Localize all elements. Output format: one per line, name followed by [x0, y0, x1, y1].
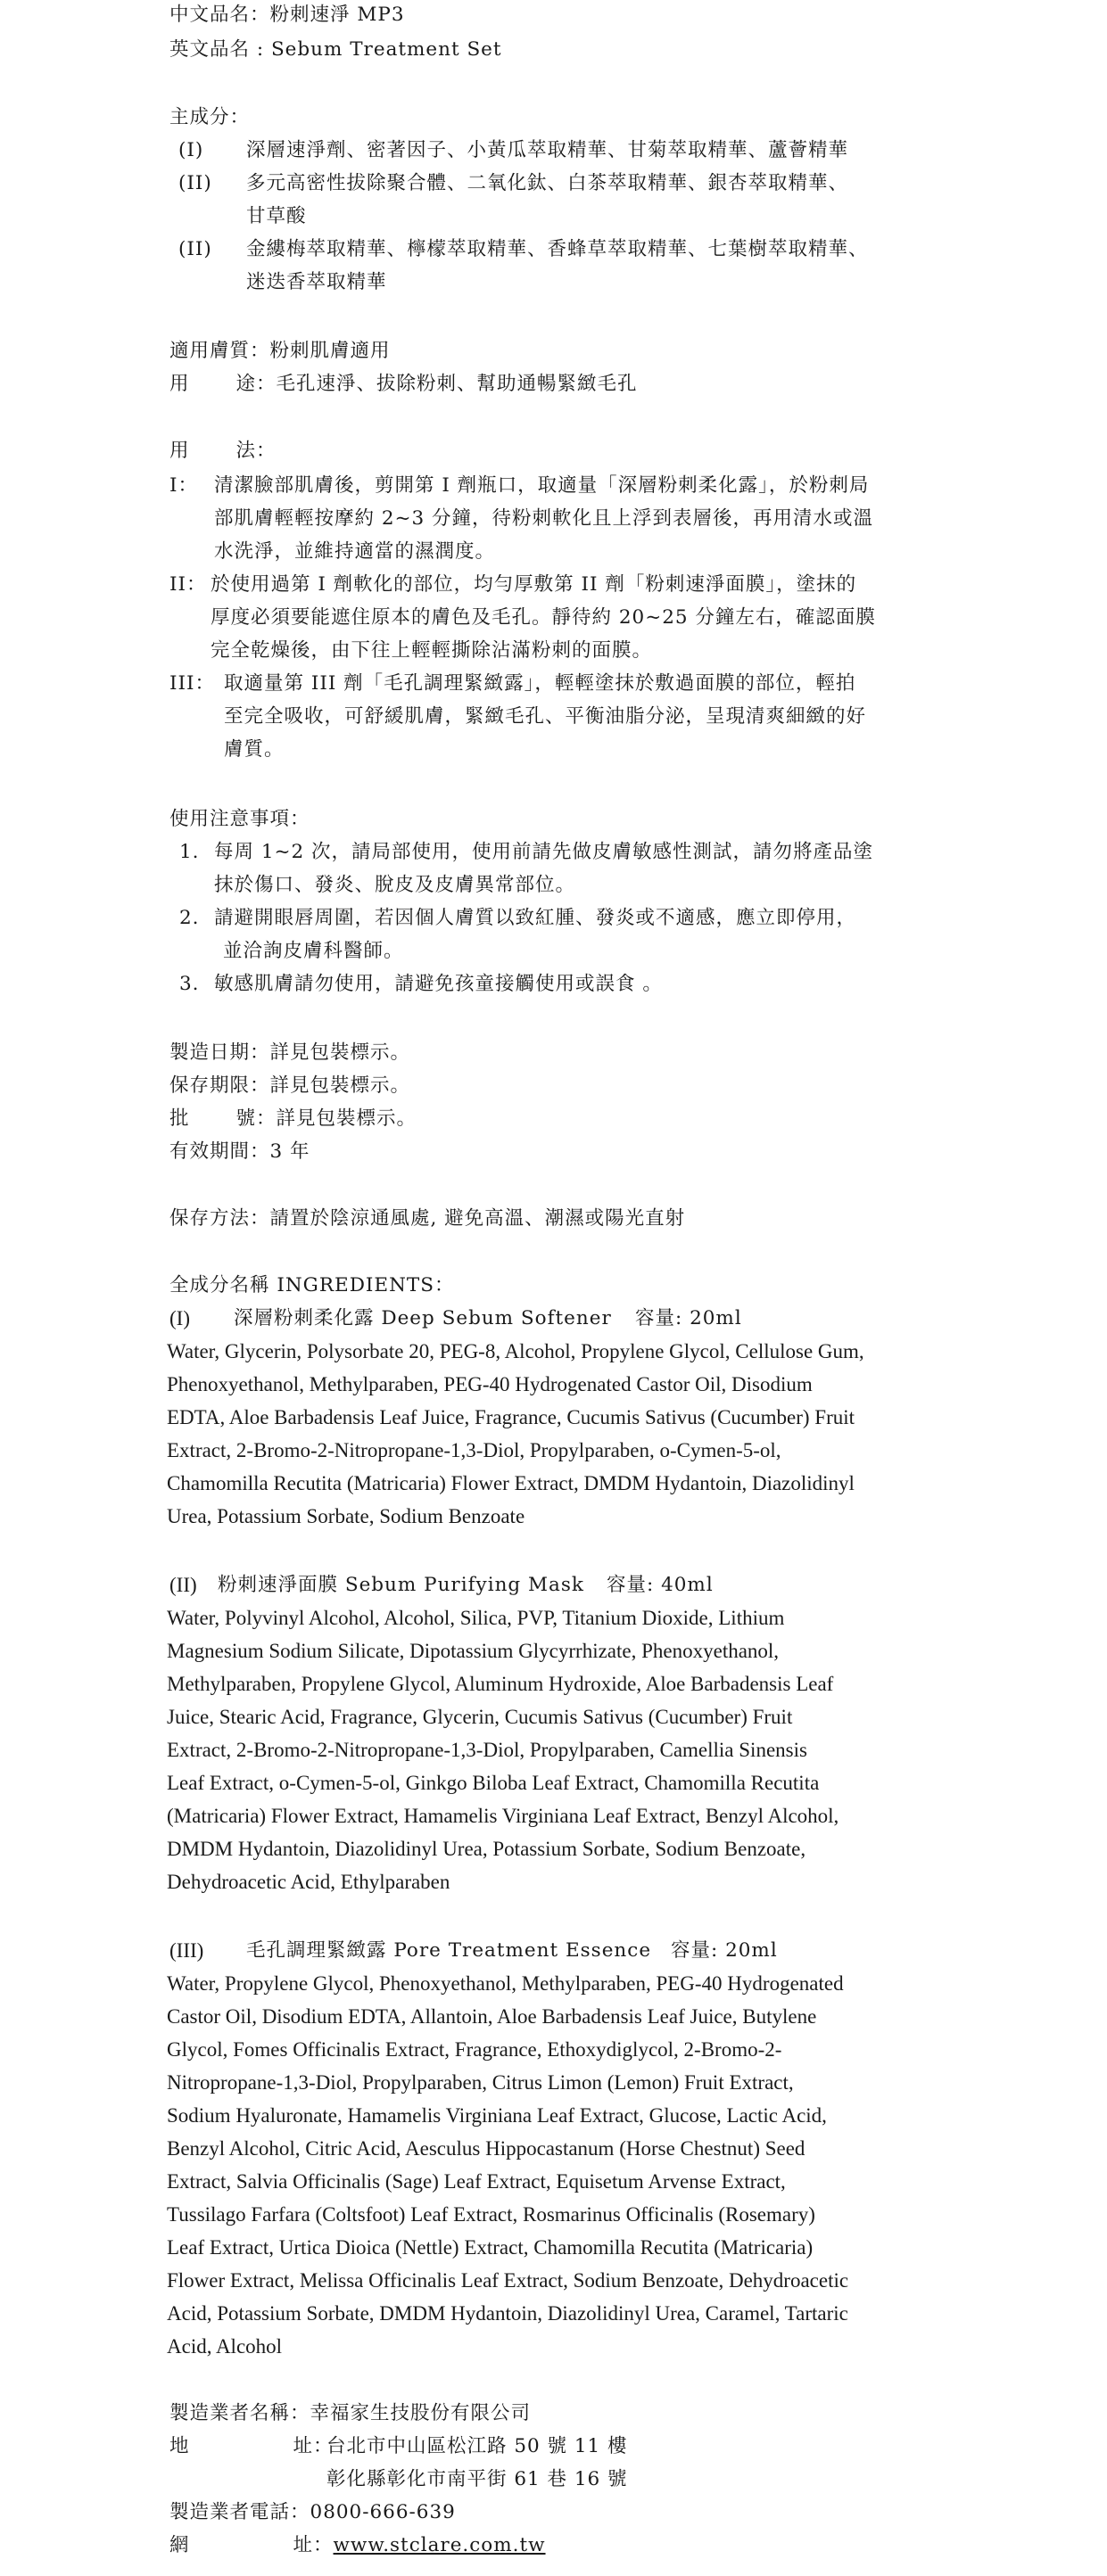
en-name-value: Sebum Treatment Set [270, 38, 502, 61]
usage-step-line: 厚度必須要能遮住原本的膚色及毛孔。靜待約 20~25 分鐘左右，確認面膜 [211, 606, 876, 629]
ingredient-line: Acid, Potassium Sorbate, DMDM Hydantoin, Diazolidinyl Urea, Caramel, Tartaric [167, 2302, 848, 2325]
storage [169, 1206, 685, 1232]
usage-step-line: 至完全吸收，可舒緩肌膚，緊緻毛孔、平衡油脂分泌，呈現清爽細緻的好 [224, 705, 867, 728]
usage-step-line: 清潔臉部肌膚後，剪開第 I 劑瓶口，取適量「深層粉刺柔化露」，於粉刺局 [214, 474, 870, 497]
purpose-label: 途： [235, 373, 277, 395]
phone-value: 0800-666-639 [310, 2501, 456, 2523]
ingredient-line: Glycol, Fomes Officinalis Extract, Fragrance, Ethoxydiglycol, 2-Bromo-2- [167, 2038, 782, 2061]
precaution-num: 2. [179, 907, 200, 929]
usage-label: 用 [169, 440, 190, 462]
usage-step-line: 水洗淨，並維持適當的濕潤度。 [214, 540, 496, 563]
ingredient-line: Methylparaben, Propylene Glycol, Aluminum Hydroxide, Aloe Barbadensis Leaf [167, 1673, 834, 1695]
address-line: 彰化縣彰化市南平街 61 巷 16 號 [326, 2468, 628, 2490]
manufacture-date [169, 1040, 410, 1066]
website-link[interactable]: www.stclare.com.tw [333, 2534, 546, 2556]
date-value: 詳見包裝標示。 [269, 1041, 411, 1064]
ingredient-line: Extract, 2-Bromo-2-Nitropropane-1,3-Diol, Propylparaben, Camellia Sinensis [167, 1739, 807, 1761]
website-row [169, 2532, 546, 2559]
ingredient-line: Sodium Hyaluronate, Hamamelis Virginiana Leaf Extract, Glucose, Lactic Acid, [167, 2104, 827, 2127]
usage-step-num: I： [169, 474, 198, 497]
date-label: 批 [169, 1107, 190, 1130]
ingredient-line: Tussilago Farfara (Coltsfoot) Leaf Extract, Rosmarinus Officinalis (Rosemary) [167, 2203, 815, 2226]
date-label: 保存期限： [169, 1074, 270, 1097]
en-name-label: 英文品名 : [169, 38, 265, 61]
website-label-part: 網 [169, 2534, 190, 2556]
ingredient-line: Water, Glycerin, Polysorbate 20, PEG-8, Alcohol, Propylene Glycol, Cellulose Gum, [167, 1340, 864, 1362]
ingredient-line: Dehydroacetic Acid, Ethylparaben [167, 1871, 450, 1893]
ingredient-line: (Matricaria) Flower Extract, Hamamelis Virginiana Leaf Extract, Benzyl Alcohol, [167, 1805, 839, 1827]
ingredient-line: Juice, Stearic Acid, Fragrance, Glycerin, Cucumis Sativus (Cucumber) Fruit [167, 1706, 793, 1728]
ingredient-line: Extract, 2-Bromo-2-Nitropropane-1,3-Diol, Propylparaben, o-Cymen-5-ol, [167, 1439, 781, 1461]
batch-number [169, 1106, 417, 1132]
usage-step-num: III： [169, 672, 215, 695]
address-line: 台北市中山區松江路 50 號 11 樓 [326, 2435, 628, 2457]
ingredient-group-name: 深層粉刺柔化露 Deep Sebum Softener [234, 1307, 612, 1329]
usage-step-line: 完全乾燥後，由下往上輕輕撕除沾滿粉刺的面膜。 [211, 639, 653, 662]
storage-label: 保存方法： [169, 1207, 270, 1230]
address-label [169, 2433, 334, 2460]
usage-step-num: II： [169, 573, 207, 596]
validity-period [169, 1139, 310, 1165]
cn-name-label: 中文品名： [169, 4, 270, 26]
usage-step-line: 部肌膚輕輕按摩約 2~3 分鐘，待粉刺軟化且上浮到表層後，再用清水或溫 [214, 507, 874, 530]
main-ingredient-line: 迷迭香萃取精華 [246, 271, 387, 293]
precaution-line: 每周 1~2 次，請局部使用，使用前請先做皮膚敏感性測試，請勿將產品塗 [214, 841, 874, 863]
usage-label: 法： [235, 440, 277, 462]
ingredient-group-volume: 容量: 40ml [607, 1574, 714, 1596]
date-value: 詳見包裝標示。 [276, 1107, 417, 1130]
date-label: 製造日期： [169, 1041, 270, 1064]
ingredient-group-num: (II) [169, 1574, 197, 1596]
main-ingredient-line: 多元高密性拔除聚合體、二氧化鈦、白茶萃取精華、銀杏萃取精華、 [246, 172, 849, 194]
shelf-life [169, 1073, 410, 1099]
precaution-line: 敏感肌膚請勿使用，請避免孩童接觸使用或誤食 。 [214, 973, 663, 995]
ingredient-line: EDTA, Aloe Barbadensis Leaf Juice, Fragrance, Cucumis Sativus (Cucumber) Fruit [167, 1406, 855, 1428]
ingredient-group-name: 毛孔調理緊緻露 Pore Treatment Essence [246, 1939, 652, 1962]
ingredient-line: Chamomilla Recutita (Matricaria) Flower Extract, DMDM Hydantoin, Diazolidinyl [167, 1472, 855, 1494]
website-label-part: 址： [293, 2534, 334, 2556]
skin-type-value: 粉刺肌膚適用 [269, 340, 391, 362]
ingredient-group-volume: 容量: 20ml [635, 1307, 742, 1329]
precaution-line: 抹於傷口、發炎、脫皮及皮膚異常部位。 [214, 874, 576, 896]
ingredient-line: Castor Oil, Disodium EDTA, Allantoin, Aloe Barbadensis Leaf Juice, Butylene [167, 2005, 817, 2028]
skin-type-label: 適用膚質： [169, 340, 270, 362]
ingredient-line: Flower Extract, Melissa Officinalis Leaf Extract, Sodium Benzoate, Dehydroacetic [167, 2269, 849, 2292]
ingredient-group-num: (I) [169, 1307, 190, 1329]
ingredient-line: Water, Propylene Glycol, Phenoxyethanol, Methylparaben, PEG-40 Hydrogenated [167, 1972, 844, 1995]
english-product-name [169, 37, 502, 63]
manufacturer-name-label: 製造業者名稱： [169, 2402, 310, 2424]
storage-value: 請置於陰涼通風處, 避免高溫、潮濕或陽光直射 [269, 1207, 686, 1230]
ingredient-line: DMDM Hydantoin, Diazolidinyl Urea, Potassium Sorbate, Sodium Benzoate, [167, 1838, 806, 1860]
usage-step-line: 取適量第 III 劑「毛孔調理緊緻露」，輕輕塗抹於敷過面膜的部位，輕拍 [224, 672, 856, 695]
ingredient-group-num: (III) [169, 1939, 204, 1962]
main-ingredient-num: (II) [178, 238, 212, 260]
ingredient-line: Benzyl Alcohol, Citric Acid, Aesculus Hippocastanum (Horse Chestnut) Seed [167, 2137, 805, 2160]
date-label: 號： [235, 1107, 277, 1130]
ingredients-title: 全成分名稱 INGREDIENTS： [169, 1274, 455, 1296]
usage-step-line: 膚質。 [224, 738, 285, 761]
ingredient-line: Leaf Extract, Urtica Dioica (Nettle) Extract, Chamomilla Recutita (Matricaria) [167, 2236, 814, 2259]
address-label-part: 址： [293, 2435, 334, 2457]
usage-step-line: 於使用過第 I 劑軟化的部位，均勻厚敷第 II 劑「粉刺速淨面膜」，塗抹的 [211, 573, 857, 596]
ingredient-line: Urea, Potassium Sorbate, Sodium Benzoate [167, 1505, 525, 1527]
date-label: 有效期間： [169, 1140, 270, 1163]
date-value: 3 年 [269, 1140, 310, 1163]
ingredient-group-name: 粉刺速淨面膜 Sebum Purifying Mask [218, 1574, 584, 1596]
precautions-title: 使用注意事項： [169, 808, 310, 830]
main-ingredient-num: (I) [178, 139, 204, 161]
main-ingredient-line: 甘草酸 [246, 205, 307, 227]
chinese-product-name [169, 2, 405, 29]
manufacturer-name [169, 2400, 531, 2427]
ingredient-group-volume: 容量: 20ml [671, 1939, 778, 1962]
purpose-value: 毛孔速淨、拔除粉刺、幫助通暢緊緻毛孔 [276, 373, 638, 395]
cn-name-value: 粉刺速淨 MP3 [269, 4, 405, 26]
ingredient-line: Water, Polyvinyl Alcohol, Alcohol, Silica, PVP, Titanium Dioxide, Lithium [167, 1607, 785, 1629]
date-value: 詳見包裝標示。 [269, 1074, 411, 1097]
usage-title [169, 438, 277, 465]
precaution-line: 並洽詢皮膚科醫師。 [223, 940, 404, 962]
skin-type [169, 338, 391, 365]
precaution-num: 1. [179, 841, 200, 863]
ingredient-line: Magnesium Sodium Silicate, Dipotassium Glycyrrhizate, Phenoxyethanol, [167, 1640, 780, 1662]
manufacturer-phone [169, 2499, 456, 2526]
phone-label: 製造業者電話： [169, 2501, 310, 2523]
ingredient-line: Phenoxyethanol, Methylparaben, PEG-40 Hydrogenated Castor Oil, Disodium [167, 1373, 813, 1395]
manufacturer-name-value: 幸福家生技股份有限公司 [310, 2402, 532, 2424]
ingredient-line: Extract, Salvia Officinalis (Sage) Leaf Extract, Equisetum Arvense Extract, [167, 2170, 786, 2193]
main-ingredient-num: (II) [178, 172, 212, 194]
precaution-line: 請避開眼唇周圍，若因個人膚質以致紅腫、發炎或不適感，應立即停用， [214, 907, 857, 929]
ingredient-line: Nitropropane-1,3-Diol, Propylparaben, Citrus Limon (Lemon) Fruit Extract, [167, 2071, 794, 2094]
main-ingredients-title: 主成分： [169, 106, 251, 128]
purpose [169, 371, 638, 398]
purpose-label: 用 [169, 373, 190, 395]
main-ingredient-line: 金縷梅萃取精華、檸檬萃取精華、香蜂草萃取精華、七葉樹萃取精華、 [246, 238, 869, 260]
ingredient-line: Acid, Alcohol [167, 2335, 283, 2358]
ingredient-line: Leaf Extract, o-Cymen-5-ol, Ginkgo Biloba Leaf Extract, Chamomilla Recutita [167, 1772, 820, 1794]
address-label-part: 地 [169, 2435, 190, 2457]
main-ingredient-line: 深層速淨劑、密著因子、小黃瓜萃取精華、甘菊萃取精華、蘆薈精華 [246, 139, 849, 161]
precaution-num: 3. [179, 973, 200, 995]
